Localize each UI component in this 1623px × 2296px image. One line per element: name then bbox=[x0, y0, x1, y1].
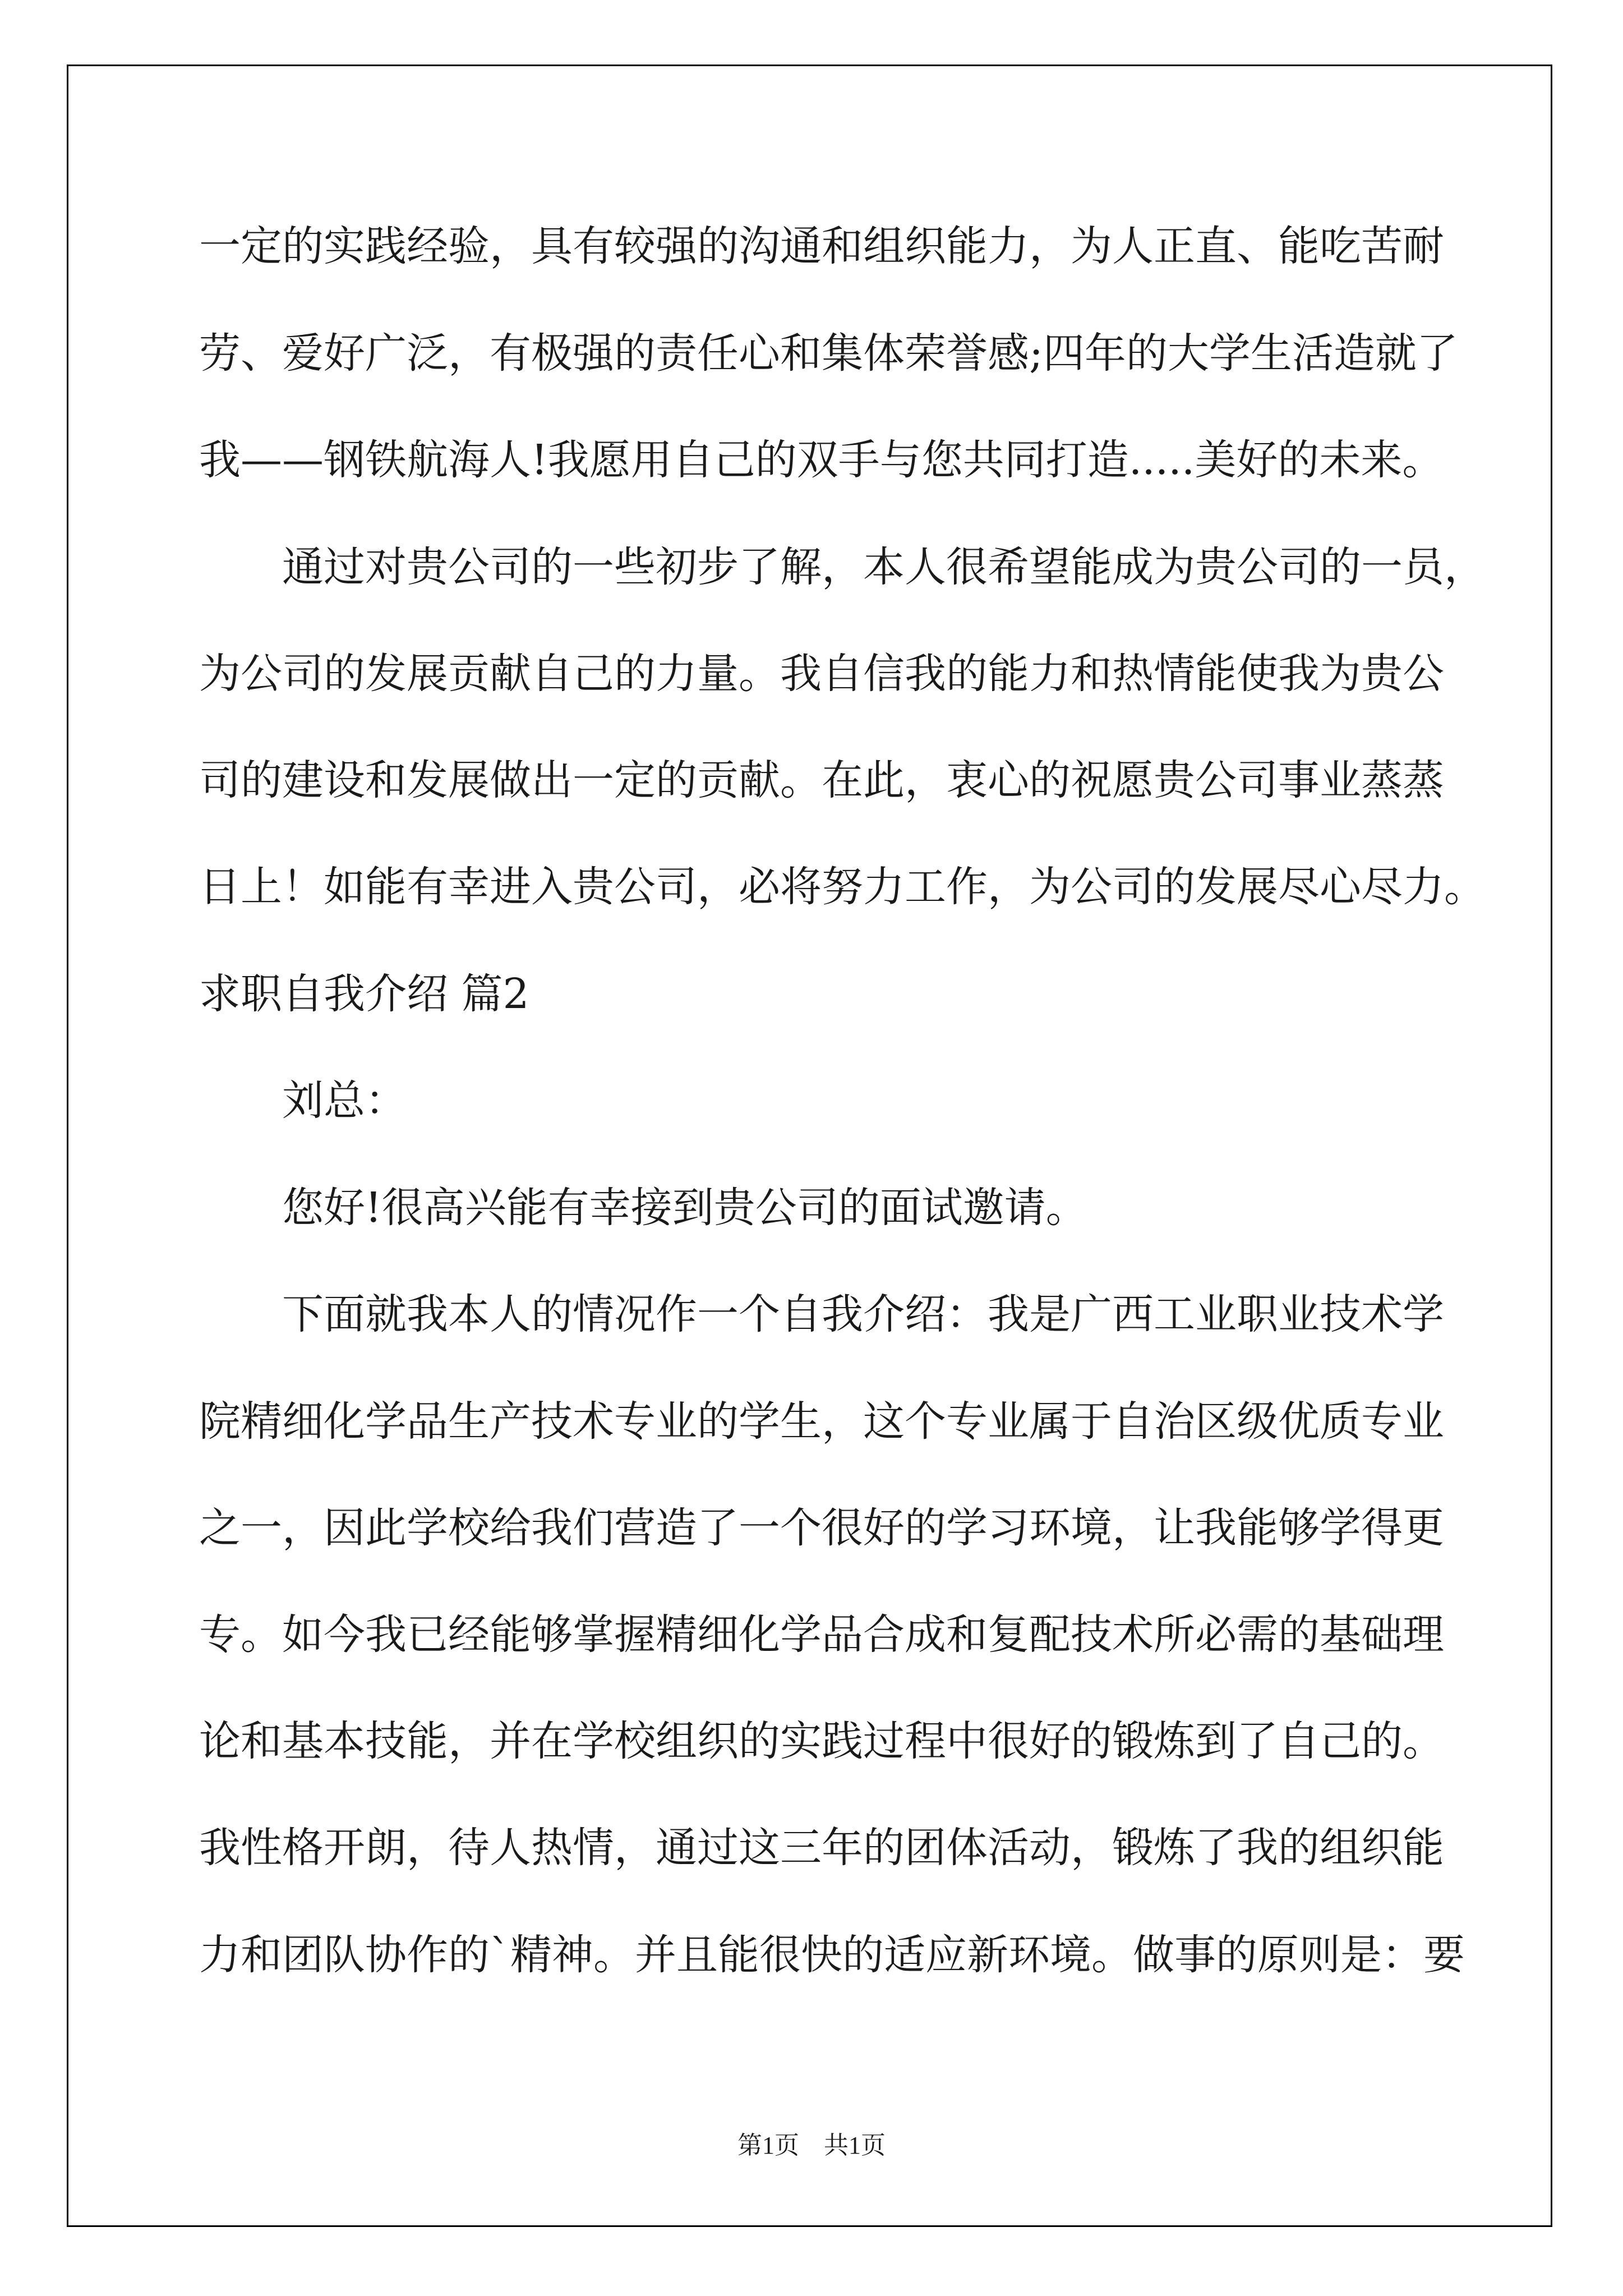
text-line: 通过对贵公司的一些初步了解，本人很希望能成为贵公司的一员， bbox=[282, 543, 1486, 591]
text-line: 一定的实践经验，具有较强的沟通和组织能力，为人正直、能吃苦耐 bbox=[199, 222, 1444, 270]
text-line: 论和基本技能，并在学校组织的实践过程中很好的锻炼到了自己的。 bbox=[199, 1717, 1444, 1765]
text-line: 为公司的发展贡献自己的力量。我自信我的能力和热情能使我为贵公 bbox=[199, 650, 1444, 698]
page-footer bbox=[0, 2129, 1623, 2162]
text-line: 您好!很高兴能有幸接到贵公司的面试邀请。 bbox=[282, 1184, 1087, 1232]
page-total: 共1页 bbox=[824, 2132, 886, 2159]
page-border bbox=[67, 65, 1552, 2227]
text-line: 我性格开朗，待人热情，通过这三年的团体活动，锻炼了我的组织能 bbox=[199, 1824, 1444, 1872]
text-line: 劳、爱好广泛，有极强的责任心和集体荣誉感;四年的大学生活造就了 bbox=[199, 329, 1458, 378]
text-line: 下面就我本人的情况作一个自我介绍：我是广西工业职业技术学 bbox=[282, 1290, 1444, 1338]
text-line: 日上！如能有幸进入贵公司，必将努力工作，为公司的发展尽心尽力。 bbox=[199, 863, 1486, 911]
text-line: 专。如今我已经能够掌握精细化学品合成和复配技术所必需的基础理 bbox=[199, 1611, 1444, 1659]
page-number: 第1页 bbox=[737, 2132, 799, 2159]
text-line: 力和团队协作的`精神。并且能很快的适应新环境。做事的原则是：要 bbox=[199, 1931, 1465, 1979]
salutation: 刘总： bbox=[282, 1076, 407, 1125]
text-line: 之一，因此学校给我们营造了一个很好的学习环境，让我能够学得更 bbox=[199, 1504, 1444, 1552]
text-line: 我——钢铁航海人!我愿用自己的双手与您共同打造.....美好的未来。 bbox=[199, 436, 1444, 484]
section-heading: 求职自我介绍 篇2 bbox=[199, 970, 529, 1018]
text-line: 司的建设和发展做出一定的贡献。在此，衷心的祝愿贵公司事业蒸蒸 bbox=[199, 756, 1444, 804]
text-line: 院精细化学品生产技术专业的学生，这个专业属于自治区级优质专业 bbox=[199, 1397, 1444, 1446]
